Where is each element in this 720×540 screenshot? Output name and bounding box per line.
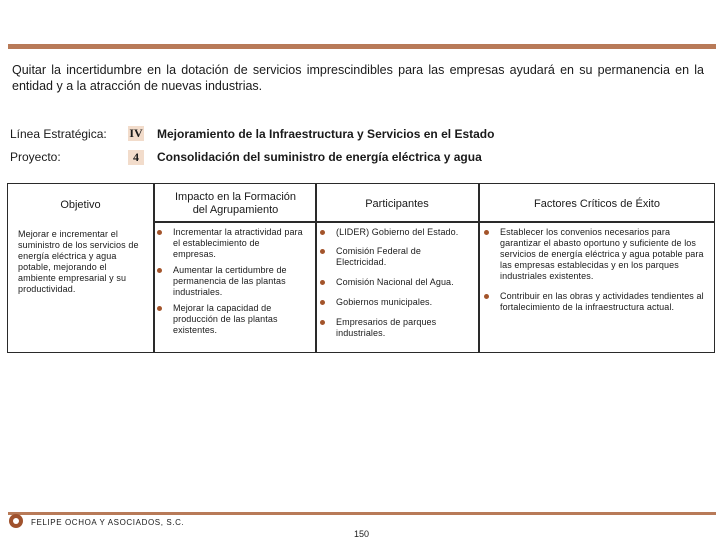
list-item: Comisión Federal de Electricidad. (318, 246, 473, 268)
page-number: 150 (354, 529, 370, 539)
footer-rule (8, 512, 716, 515)
list-item: Establecer los convenios necesarios para garantizar el abasto oportuno y suficiente de los servicios de energía eléctrica y agua potable para las empresas establecidas y en los parques industriales existentes. (482, 227, 708, 282)
list-item: Empresarios de parques industriales. (318, 317, 473, 339)
participantes-list (318, 227, 473, 344)
list-item: Aumentar la certidumbre de permanencia de las plantas industriales. (155, 265, 305, 298)
list-item: Gobiernos municipales. (318, 297, 473, 308)
header-impacto: Impacto en la Formación del Agrupamiento (174, 191, 297, 216)
factores-list (482, 227, 708, 318)
proyecto-label: Proyecto: (10, 150, 61, 164)
company-logo-icon (9, 514, 23, 528)
list-item: Mejorar la capacidad de producción de las plantas existentes. (155, 303, 305, 336)
list-item: Contribuir en las obras y actividades tendientes al fortalecimiento de la infraestructura actual. (482, 291, 708, 313)
impacto-list (155, 227, 305, 341)
linea-text: Mejoramiento de la Infraestructura y Servicios en el Estado (157, 127, 495, 141)
proyecto-text: Consolidación del suministro de energía eléctrica y agua (157, 150, 482, 164)
objetivo-text: Mejorar e incrementar el suministro de los servicios de energía eléctrica y agua potable, mejorando el ambiente empresarial y su productividad. (18, 229, 139, 294)
footer-company: FELIPE OCHOA Y ASOCIADOS, S.C. (31, 518, 185, 527)
header-participantes: Participantes (365, 198, 429, 210)
list-item: (LIDER) Gobierno del Estado. (318, 227, 473, 238)
header-objetivo: Objetivo (60, 199, 101, 211)
proyecto-code: 4 (128, 150, 144, 165)
project-table (7, 183, 715, 353)
linea-label: Línea Estratégica: (10, 127, 107, 141)
header-rule (154, 221, 714, 223)
top-rule (8, 44, 716, 49)
intro-paragraph: Quitar la incertidumbre en la dotación de servicios imprescindibles para las empresas ayudará en su permanencia en la entidad y a la atracción de nuevas industrias. (12, 63, 704, 93)
list-item: Comisión Nacional del Agua. (318, 277, 473, 288)
list-item: Incrementar la atractividad para el establecimiento de empresas. (155, 227, 305, 260)
linea-code: IV (129, 126, 143, 140)
header-factores: Factores Críticos de Éxito (534, 198, 660, 210)
